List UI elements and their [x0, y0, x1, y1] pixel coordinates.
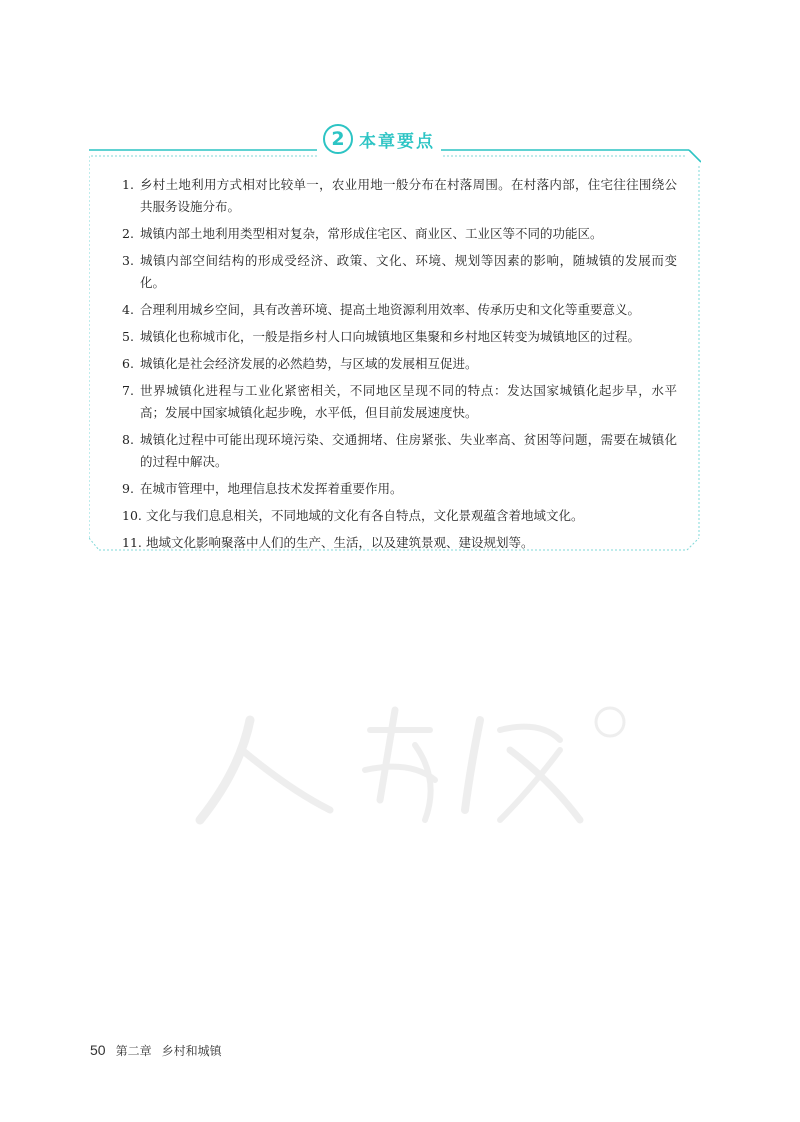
page-footer	[90, 1042, 222, 1059]
item-number: 4.	[122, 302, 134, 317]
page-number: 50	[90, 1042, 106, 1058]
list-item	[122, 505, 677, 527]
key-points-list	[122, 174, 677, 559]
item-text: 城镇化也称城市化，一般是指乡村人口向城镇地区集聚和乡村地区转变为城镇地区的过程。	[140, 329, 641, 344]
list-item	[122, 478, 677, 500]
list-item	[122, 429, 677, 473]
list-item	[122, 299, 677, 321]
list-item	[122, 532, 677, 554]
item-text: 城镇内部空间结构的形成受经济、政策、文化、环境、规划等因素的影响，随城镇的发展而变化。	[140, 253, 677, 290]
item-number: 8.	[122, 432, 134, 447]
item-number: 11.	[122, 535, 142, 550]
list-item	[122, 380, 677, 424]
item-text: 世界城镇化进程与工业化紧密相关，不同地区呈现不同的特点：发达国家城镇化起步早，水平高；发展中国家城镇化起步晚，水平低，但目前发展速度快。	[140, 383, 677, 420]
item-number: 7.	[122, 383, 134, 398]
item-number: 9.	[122, 481, 134, 496]
chapter-title: 乡村和城镇	[161, 1044, 222, 1058]
item-number: 5.	[122, 329, 134, 344]
chapter-label: 第二章	[115, 1044, 152, 1058]
section-title: 本章要点	[359, 131, 435, 152]
item-text: 地域文化影响聚落中人们的生产、生活，以及建筑景观、建设规划等。	[146, 535, 534, 550]
chapter-summary-box	[89, 128, 701, 552]
item-text: 在城市管理中，地理信息技术发挥着重要作用。	[140, 481, 403, 496]
item-text: 乡村土地利用方式相对比较单一，农业用地一般分布在村落周围。在村落内部，住宅往往围绕公共服务设施分布。	[140, 177, 677, 214]
item-text: 城镇化过程中可能出现环境污染、交通拥堵、住房紧张、失业率高、贫困等问题，需要在城镇化的过程中解决。	[140, 432, 677, 469]
item-text: 城镇化是社会经济发展的必然趋势，与区域的发展相互促进。	[140, 356, 478, 371]
publisher-watermark-logo	[180, 690, 640, 840]
item-text: 文化与我们息息相关，不同地域的文化有各自特点，文化景观蕴含着地域文化。	[146, 508, 584, 523]
item-number: 10.	[122, 508, 142, 523]
item-number: 1.	[122, 177, 134, 192]
section-number-badge: 2	[323, 124, 353, 154]
item-text: 城镇内部土地利用类型相对复杂，常形成住宅区、商业区、工业区等不同的功能区。	[140, 226, 603, 241]
item-number: 3.	[122, 253, 134, 268]
list-item	[122, 250, 677, 294]
item-text: 合理利用城乡空间，具有改善环境、提高土地资源利用效率、传承历史和文化等重要意义。	[140, 302, 641, 317]
list-item	[122, 223, 677, 245]
section-title-badge	[317, 118, 441, 160]
list-item	[122, 174, 677, 218]
list-item	[122, 353, 677, 375]
item-number: 2.	[122, 226, 134, 241]
item-number: 6.	[122, 356, 134, 371]
list-item	[122, 326, 677, 348]
